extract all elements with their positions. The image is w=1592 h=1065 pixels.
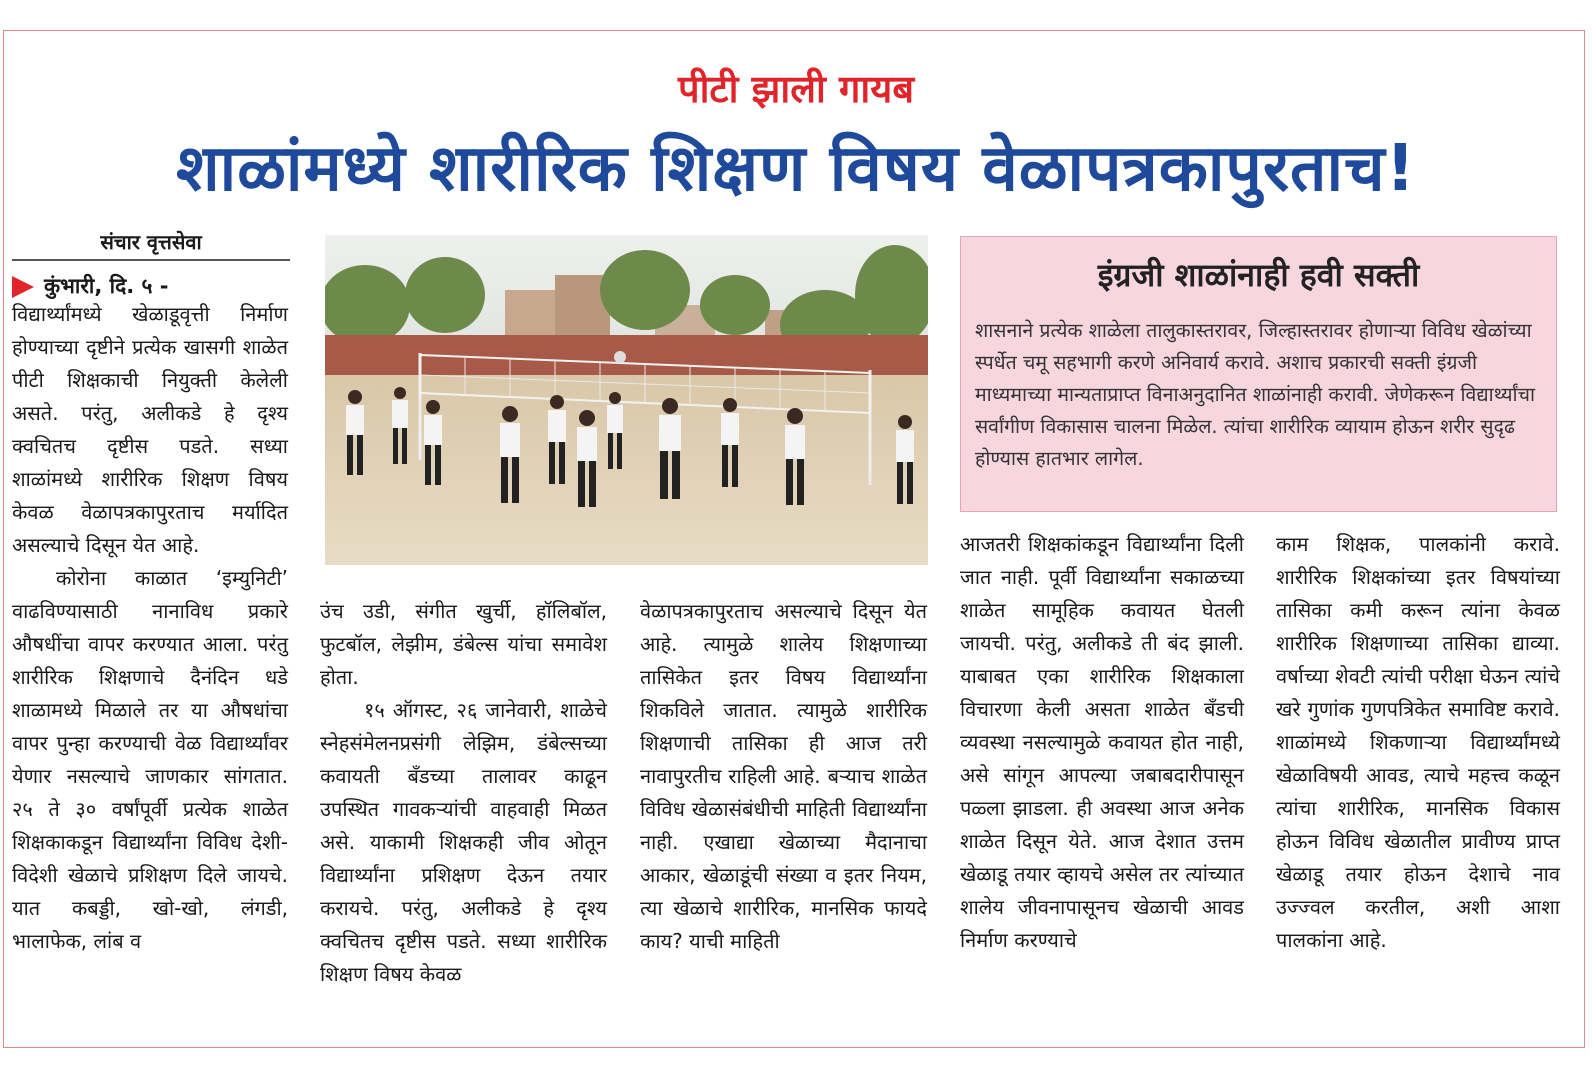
column-2-paragraph-2: १५ ऑगस्ट, २६ जानेवारी, शाळेचे स्नेहसंमेलनप्रसंगी लेझिम, डंबेल्सच्या कवायती बँडच्या तालावर काढून उपस्थित गावकऱ्यांची वाहवाही मिळत असे. याकामी शिक्षकही जीव ओतून विद्यार्थ्यांना प्रशिक्षण देऊन तयार करायचे. परंतु, अलीकडे हे दृश्य क्वचितच दृष्टीस पडते. सध्या शारीरिक शिक्षण विषय केवळ bbox=[320, 698, 607, 986]
column-2-paragraph-1: उंच उडी, संगीत खुर्ची, हॉलिबॉल, फुटबॉल, लेझीम, डंबेल्स यांचा समावेश होता. bbox=[320, 599, 607, 689]
sidebar-box bbox=[960, 236, 1557, 512]
sidebar-box-body: शासनाने प्रत्येक शाळेला तालुकास्तरावर, जिल्हास्तरावर होणाऱ्या विविध खेळांच्या स्पर्धेत चमू सहभागी करणे अनिवार्य करावे. अशाच प्रकारची सक्ती इंग्रजी माध्यमाच्या मान्यताप्राप्त विनाअनुदानित शाळांनाही करावी. जेणेकरून विद्यार्थ्यांचा सर्वांगीण विकासास चालना मिळेल. त्यांचा शारीरिक व्यायाम होऊन शरीर सुदृढ होण्यास हातभार लागेल. bbox=[975, 319, 1536, 470]
volleyball-photo bbox=[325, 235, 928, 565]
students-playing-volleyball-icon bbox=[325, 235, 928, 565]
byline: संचार वृत्तसेवा bbox=[12, 228, 290, 261]
column-5-paragraph-1: काम शिक्षक, पालकांनी करावे. शारीरिक शिक्षकांच्या इतर विषयांच्या तासिका कमी करून त्यांना केवळ शारीरिक शिक्षणाच्या तासिका द्याव्या. वर्षाच्या शेवटी त्यांची परीक्षा घेऊन त्यांचे खरे गुणांक गुणपत्रिकेत समाविष्ट करावे. शाळांमध्ये शिकणाऱ्या विद्यार्थ्यांमध्ये खेळाविषयी आवड, त्याचे महत्त्व कळून त्यांचा शारीरिक, मानसिक विकास होऊन विविध खेळातील प्रावीण्य प्राप्त खेळाडू तयार होऊन देशाचे नाव उज्ज्वल करतील, अशी आशा पालकांना आहे. bbox=[1276, 532, 1560, 952]
column-1-paragraph-2: कोरोना काळात ‘इम्युनिटी’ वाढविण्यासाठी नानाविध प्रकारे औषधींचा वापर करण्यात आला. परंतु शारीरिक शिक्षणाचे दैनंदिन धडे शाळामध्ये मिळाले तर या औषधांचा वापर पुन्हा करण्याची वेळ विद्यार्थ्यांवर येणार नसल्याचे जाणकार सांगतात. २५ ते ३० वर्षांपूर्वी प्रत्येक शाळेत शिक्षकाकडून विद्यार्थ्यांना विविध देशी-विदेशी खेळाचे प्रशिक्षण दिले जायचे. यात कबड्डी, खो-खो, लंगडी, भालाफेक, लांब व bbox=[12, 566, 288, 953]
dateline-text: कुंभारी, दि. ५ - bbox=[44, 274, 169, 298]
column-3 bbox=[640, 595, 927, 958]
column-3-paragraph-1: वेळापत्रकापुरताच असल्याचे दिसून येत आहे. त्यामुळे शालेय शिक्षणाच्या तासिकेत इतर विषय विद्यार्थ्यांना शिकविले जातात. त्यामुळे शारीरिक शिक्षणाची तासिका ही आज तरी नावापुरतीच राहिली आहे. बऱ्याच शाळेत विविध खेळासंबंधीची माहिती विद्यार्थ्यांना नाही. एखाद्या खेळाच्या मैदानाचा आकार, खेळाडूंची संख्या व इतर नियम, त्या खेळाचे शारीरिक, मानसिक फायदे काय? याची माहिती bbox=[640, 599, 927, 953]
column-1 bbox=[12, 298, 288, 958]
column-4 bbox=[960, 528, 1244, 957]
headline: शाळांमध्ये शारीरिक शिक्षण विषय वेळापत्रकापुरताच! bbox=[176, 132, 1416, 206]
kicker: पीटी झाली गायब bbox=[677, 67, 915, 111]
sidebar-box-title: इंग्रजी शाळांनाही हवी सक्ती bbox=[1097, 256, 1420, 294]
column-1-paragraph-1: विद्यार्थ्यांमध्ये खेळाडूवृत्ती निर्माण होण्याच्या दृष्टीने प्रत्येक खासगी शाळेत पीटी शिक्षकाची नियुक्ती केलेली असते. परंतु, अलीकडे हे दृश्य क्वचितच दृष्टीस पडते. सध्या शाळांमध्ये शारीरिक शिक्षण विषय केवळ वेळापत्रकापुरताच मर्यादित असल्याचे दिसून येत आहे. bbox=[12, 302, 288, 557]
column-2 bbox=[320, 595, 607, 991]
dateline bbox=[12, 272, 168, 300]
red-arrow-icon bbox=[12, 276, 34, 298]
column-4-paragraph-1: आजतरी शिक्षकांकडून विद्यार्थ्यांना दिली जात नाही. पूर्वी विद्यार्थ्यांना सकाळच्या शाळेत सामूहिक कवायत घेतली जायची. परंतु, अलीकडे ती बंद झाली. याबाबत एका शारीरिक शिक्षकाला विचारणा केली असता शाळेत बँडची व्यवस्था नसल्यामुळे कवायत होत नाही, असे सांगून आपल्या जबाबदारीपासून पळ्ला झाडला. ही अवस्था आज अनेक शाळेत दिसून येते. आज देशात उत्तम खेळाडू तयार व्हायचे असेल तर त्यांच्यात शालेय जीवनापासूनच खेळाची आवड निर्माण करण्याचे bbox=[960, 532, 1244, 952]
column-5 bbox=[1276, 528, 1560, 957]
